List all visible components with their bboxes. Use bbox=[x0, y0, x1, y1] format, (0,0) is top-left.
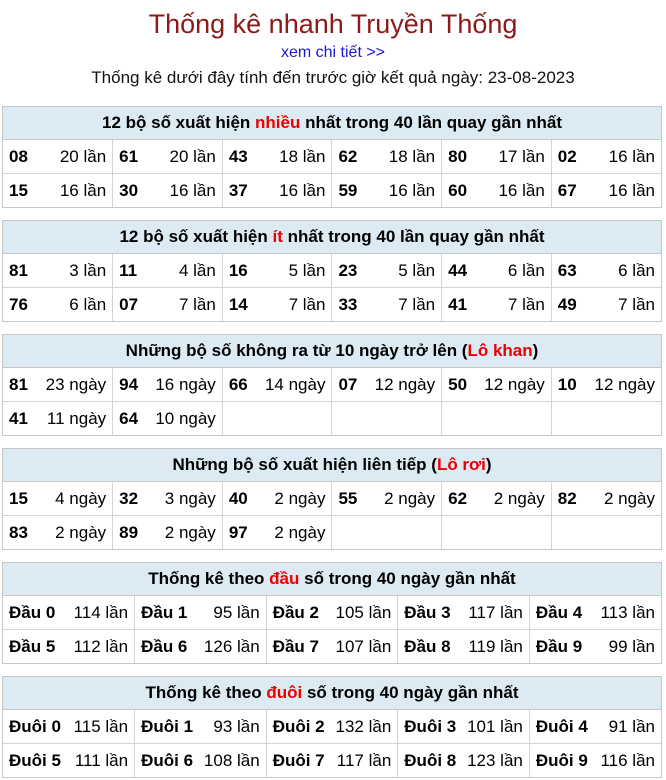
number-label: Đuôi 2 bbox=[272, 716, 325, 736]
number-label: Đuôi 4 bbox=[535, 716, 588, 736]
count-value: 12 ngày bbox=[374, 374, 436, 394]
count-value: 16 lần bbox=[498, 180, 545, 200]
stat-cell bbox=[529, 596, 661, 630]
number-label: 62 bbox=[448, 488, 468, 508]
stat-cell bbox=[113, 174, 223, 208]
stat-cell bbox=[442, 368, 552, 402]
count-value: 7 lần bbox=[398, 294, 436, 314]
stat-cell bbox=[398, 744, 530, 778]
number-label: 11 bbox=[119, 260, 138, 280]
number-label: 49 bbox=[557, 294, 577, 314]
stat-cell bbox=[442, 174, 552, 208]
heading-text: nhất trong 40 lần quay gần nhất bbox=[282, 227, 545, 246]
heading-highlight: đuôi bbox=[266, 683, 303, 702]
count-value: 18 lần bbox=[279, 146, 326, 166]
count-value: 12 ngày bbox=[594, 374, 655, 394]
stat-cell bbox=[551, 140, 661, 174]
number-label: 41 bbox=[448, 294, 468, 314]
count-value: 16 ngày bbox=[155, 374, 216, 394]
number-label: 66 bbox=[228, 374, 248, 394]
stats-table bbox=[3, 140, 661, 207]
number-label: Đầu 5 bbox=[9, 636, 56, 656]
count-value: 17 lần bbox=[498, 146, 545, 166]
count-value: 2 ngày bbox=[603, 488, 655, 508]
tail-digit-section bbox=[2, 676, 662, 778]
number-label: Đầu 0 bbox=[9, 602, 56, 622]
count-value: 4 lần bbox=[178, 260, 216, 280]
stat-cell bbox=[222, 482, 332, 516]
stat-cell bbox=[332, 516, 442, 550]
stat-cell bbox=[551, 254, 661, 288]
count-value: 5 lần bbox=[288, 260, 326, 280]
table-row bbox=[3, 140, 661, 174]
count-value: 117 lần bbox=[468, 602, 523, 622]
stat-cell bbox=[398, 596, 530, 630]
count-value: 3 ngày bbox=[164, 488, 216, 508]
count-value: 16 lần bbox=[608, 146, 655, 166]
count-value: 4 ngày bbox=[55, 488, 107, 508]
stat-cell bbox=[529, 630, 661, 664]
number-label: 41 bbox=[9, 408, 28, 428]
count-value: 16 lần bbox=[388, 180, 436, 200]
heading-text: 12 bộ số xuất hiện bbox=[119, 227, 273, 246]
count-value: 105 lần bbox=[335, 602, 392, 622]
number-label: 07 bbox=[119, 294, 139, 314]
count-value: 7 lần bbox=[178, 294, 216, 314]
stats-table bbox=[3, 596, 661, 663]
stat-cell bbox=[135, 744, 267, 778]
stat-cell bbox=[135, 596, 267, 630]
number-label: 40 bbox=[228, 488, 248, 508]
stat-cell bbox=[135, 630, 267, 664]
number-label: 55 bbox=[338, 488, 358, 508]
number-label: Đuôi 5 bbox=[9, 750, 61, 770]
stat-cell bbox=[3, 368, 113, 402]
number-label: Đầu 1 bbox=[141, 602, 188, 622]
number-label: Đầu 6 bbox=[141, 636, 188, 656]
page-title: Thống kê nhanh Truyền Thống bbox=[148, 9, 518, 39]
stat-cell bbox=[222, 368, 332, 402]
count-value: 111 lần bbox=[74, 750, 129, 770]
stats-table bbox=[3, 482, 661, 549]
stat-cell bbox=[3, 254, 113, 288]
number-label: 62 bbox=[338, 146, 358, 166]
number-label: 44 bbox=[448, 260, 468, 280]
stats-table bbox=[3, 254, 661, 321]
stat-cell bbox=[332, 482, 442, 516]
number-label: 59 bbox=[338, 180, 358, 200]
count-value: 2 ngày bbox=[493, 488, 545, 508]
heading-highlight: Lô khan bbox=[467, 341, 533, 360]
table-row bbox=[3, 710, 661, 744]
stat-cell bbox=[332, 368, 442, 402]
least-frequent-section bbox=[2, 220, 662, 322]
stat-cell bbox=[3, 174, 113, 208]
number-label: 43 bbox=[228, 146, 248, 166]
stat-cell bbox=[3, 630, 135, 664]
count-value: 108 lần bbox=[203, 750, 260, 770]
number-label: Đầu 7 bbox=[272, 636, 319, 656]
count-value: 93 lần bbox=[213, 716, 260, 736]
count-value: 7 lần bbox=[618, 294, 655, 314]
count-value: 16 lần bbox=[169, 180, 216, 200]
table-row bbox=[3, 288, 661, 322]
stat-cell bbox=[332, 174, 442, 208]
stat-cell bbox=[266, 710, 398, 744]
lo-roi-section bbox=[2, 448, 662, 550]
count-value: 6 lần bbox=[69, 294, 107, 314]
stat-cell bbox=[113, 368, 223, 402]
stat-cell bbox=[222, 516, 332, 550]
count-value: 20 lần bbox=[59, 146, 107, 166]
number-label: 97 bbox=[228, 522, 248, 542]
count-value: 2 ngày bbox=[384, 488, 436, 508]
number-label: 14 bbox=[228, 294, 248, 314]
number-label: Đuôi 7 bbox=[272, 750, 325, 770]
stat-cell bbox=[398, 710, 530, 744]
heading-text: số trong 40 ngày gần nhất bbox=[302, 683, 519, 702]
number-label: Đuôi 0 bbox=[9, 716, 61, 736]
number-label: Đuôi 6 bbox=[141, 750, 194, 770]
number-label: 37 bbox=[228, 180, 248, 200]
count-value: 2 ngày bbox=[274, 522, 326, 542]
stat-cell bbox=[3, 710, 135, 744]
heading-text: ) bbox=[485, 455, 492, 474]
number-label: 32 bbox=[119, 488, 139, 508]
number-label: 64 bbox=[119, 408, 139, 428]
section-heading bbox=[3, 563, 661, 596]
stat-cell bbox=[3, 744, 135, 778]
count-value: 18 lần bbox=[388, 146, 436, 166]
stat-cell bbox=[442, 288, 552, 322]
number-label: 76 bbox=[9, 294, 28, 314]
number-label: 81 bbox=[9, 260, 28, 280]
heading-text: Những bộ số xuất hiện liên tiếp ( bbox=[172, 455, 437, 474]
stat-cell bbox=[442, 140, 552, 174]
count-value: 16 lần bbox=[279, 180, 326, 200]
number-label: 15 bbox=[9, 180, 28, 200]
number-label: 81 bbox=[9, 374, 28, 394]
number-label: Đầu 9 bbox=[535, 636, 583, 656]
number-label: 10 bbox=[557, 374, 577, 394]
heading-highlight: Lô rơi bbox=[436, 455, 486, 474]
table-row bbox=[3, 174, 661, 208]
head-digit-section bbox=[2, 562, 662, 664]
heading-highlight: đầu bbox=[269, 569, 300, 588]
number-label: Đuôi 8 bbox=[404, 750, 457, 770]
count-value: 115 lần bbox=[73, 716, 129, 736]
stat-cell bbox=[222, 288, 332, 322]
heading-highlight: ít bbox=[272, 227, 283, 246]
stat-cell bbox=[551, 482, 661, 516]
stat-cell bbox=[222, 174, 332, 208]
count-value: 5 lần bbox=[398, 260, 436, 280]
count-value: 16 lần bbox=[59, 180, 107, 200]
stat-cell bbox=[442, 516, 552, 550]
heading-text: số trong 40 ngày gần nhất bbox=[299, 569, 516, 588]
stat-cell bbox=[135, 710, 267, 744]
stats-table bbox=[3, 368, 661, 435]
stat-cell bbox=[551, 368, 661, 402]
heading-text: Thống kê theo bbox=[145, 683, 267, 702]
heading-text: nhất trong 40 lần quay gần nhất bbox=[300, 113, 563, 132]
stat-cell bbox=[442, 254, 552, 288]
table-row bbox=[3, 630, 661, 664]
number-label: 63 bbox=[557, 260, 577, 280]
stat-cell bbox=[529, 710, 661, 744]
heading-text: 12 bộ số xuất hiện bbox=[101, 113, 256, 132]
table-row bbox=[3, 402, 661, 436]
stat-cell bbox=[551, 516, 661, 550]
table-row bbox=[3, 482, 661, 516]
stat-cell bbox=[113, 516, 223, 550]
count-value: 16 lần bbox=[608, 180, 655, 200]
number-label: 80 bbox=[448, 146, 468, 166]
count-value: 101 lần bbox=[467, 716, 523, 736]
number-label: Đuôi 1 bbox=[141, 716, 194, 736]
number-label: 30 bbox=[119, 180, 139, 200]
count-value: 2 ngày bbox=[274, 488, 326, 508]
number-label: 08 bbox=[9, 146, 28, 166]
count-value: 2 ngày bbox=[164, 522, 216, 542]
section-heading bbox=[3, 221, 661, 254]
number-label: 89 bbox=[119, 522, 139, 542]
count-value: 114 lần bbox=[73, 602, 129, 622]
count-value: 112 lần bbox=[73, 636, 129, 656]
count-value: 91 lần bbox=[608, 716, 655, 736]
section-heading bbox=[3, 335, 661, 368]
stat-cell bbox=[332, 288, 442, 322]
stat-cell bbox=[529, 744, 661, 778]
stat-cell bbox=[442, 482, 552, 516]
number-label: Đầu 2 bbox=[272, 602, 319, 622]
date-subtitle: Thống kê dưới đây tính đến trước giờ kết quả ngày: 23-08-2023 bbox=[91, 68, 575, 87]
number-label: 83 bbox=[9, 522, 28, 542]
count-value: 3 lần bbox=[69, 260, 107, 280]
number-label: Đầu 8 bbox=[404, 636, 451, 656]
stat-cell bbox=[3, 516, 113, 550]
number-label: 16 bbox=[228, 260, 248, 280]
count-value: 10 ngày bbox=[155, 408, 216, 428]
stat-cell bbox=[3, 288, 113, 322]
table-row bbox=[3, 744, 661, 778]
heading-text: Thống kê theo bbox=[148, 569, 270, 588]
number-label: Đầu 3 bbox=[404, 602, 451, 622]
count-value: 126 lần bbox=[203, 636, 260, 656]
stat-cell bbox=[113, 140, 223, 174]
stat-cell bbox=[551, 174, 661, 208]
number-label: Đuôi 3 bbox=[404, 716, 457, 736]
stat-cell bbox=[3, 402, 113, 436]
count-value: 11 ngày bbox=[46, 408, 107, 428]
count-value: 117 lần bbox=[336, 750, 392, 770]
stat-cell bbox=[332, 402, 442, 436]
stat-cell bbox=[332, 140, 442, 174]
stat-cell bbox=[398, 630, 530, 664]
stat-cell bbox=[113, 254, 223, 288]
table-row bbox=[3, 596, 661, 630]
count-value: 95 lần bbox=[213, 602, 260, 622]
stat-cell bbox=[551, 288, 661, 322]
number-label: Đầu 4 bbox=[535, 602, 583, 622]
count-value: 116 lần bbox=[600, 750, 655, 770]
heading-text: Những bộ số không ra từ 10 ngày trở lên ( bbox=[125, 341, 468, 360]
count-value: 12 ngày bbox=[484, 374, 545, 394]
count-value: 6 lần bbox=[618, 260, 655, 280]
stat-cell bbox=[266, 596, 398, 630]
stat-cell bbox=[332, 254, 442, 288]
number-label: 67 bbox=[557, 180, 577, 200]
section-heading bbox=[3, 107, 661, 140]
table-row bbox=[3, 516, 661, 550]
count-value: 7 lần bbox=[288, 294, 326, 314]
count-value: 123 lần bbox=[467, 750, 523, 770]
number-label: 60 bbox=[448, 180, 468, 200]
most-frequent-section bbox=[2, 106, 662, 208]
section-heading bbox=[3, 677, 661, 710]
stat-cell bbox=[222, 254, 332, 288]
lo-khan-section bbox=[2, 334, 662, 436]
number-label: 94 bbox=[119, 374, 139, 394]
number-label: 15 bbox=[9, 488, 28, 508]
stat-cell bbox=[266, 630, 398, 664]
number-label: 82 bbox=[557, 488, 577, 508]
count-value: 20 lần bbox=[169, 146, 216, 166]
number-label: 61 bbox=[119, 146, 139, 166]
count-value: 99 lần bbox=[608, 636, 655, 656]
stat-cell bbox=[113, 402, 223, 436]
stat-cell bbox=[113, 288, 223, 322]
count-value: 2 ngày bbox=[55, 522, 107, 542]
count-value: 132 lần bbox=[335, 716, 392, 736]
count-value: 23 ngày bbox=[45, 374, 107, 394]
number-label: Đuôi 9 bbox=[535, 750, 588, 770]
count-value: 113 lần bbox=[600, 602, 655, 622]
number-label: 23 bbox=[338, 260, 358, 280]
count-value: 7 lần bbox=[507, 294, 545, 314]
number-label: 02 bbox=[557, 146, 577, 166]
stat-cell bbox=[222, 402, 332, 436]
table-row bbox=[3, 368, 661, 402]
stat-cell bbox=[3, 596, 135, 630]
count-value: 119 lần bbox=[468, 636, 523, 656]
number-label: 07 bbox=[338, 374, 358, 394]
section-heading bbox=[3, 449, 661, 482]
table-row bbox=[3, 254, 661, 288]
count-value: 107 lần bbox=[335, 636, 392, 656]
stat-cell bbox=[113, 482, 223, 516]
stat-cell bbox=[442, 402, 552, 436]
number-label: 50 bbox=[448, 374, 468, 394]
stat-cell bbox=[551, 402, 661, 436]
heading-highlight: nhiều bbox=[255, 113, 301, 132]
count-value: 6 lần bbox=[507, 260, 545, 280]
view-details-link[interactable]: xem chi tiết >> bbox=[280, 44, 386, 61]
stat-cell bbox=[3, 482, 113, 516]
heading-text: ) bbox=[532, 341, 539, 360]
stat-cell bbox=[222, 140, 332, 174]
number-label: 33 bbox=[338, 294, 358, 314]
stat-cell bbox=[266, 744, 398, 778]
stats-table bbox=[3, 710, 661, 777]
count-value: 14 ngày bbox=[264, 374, 326, 394]
stat-cell bbox=[3, 140, 113, 174]
